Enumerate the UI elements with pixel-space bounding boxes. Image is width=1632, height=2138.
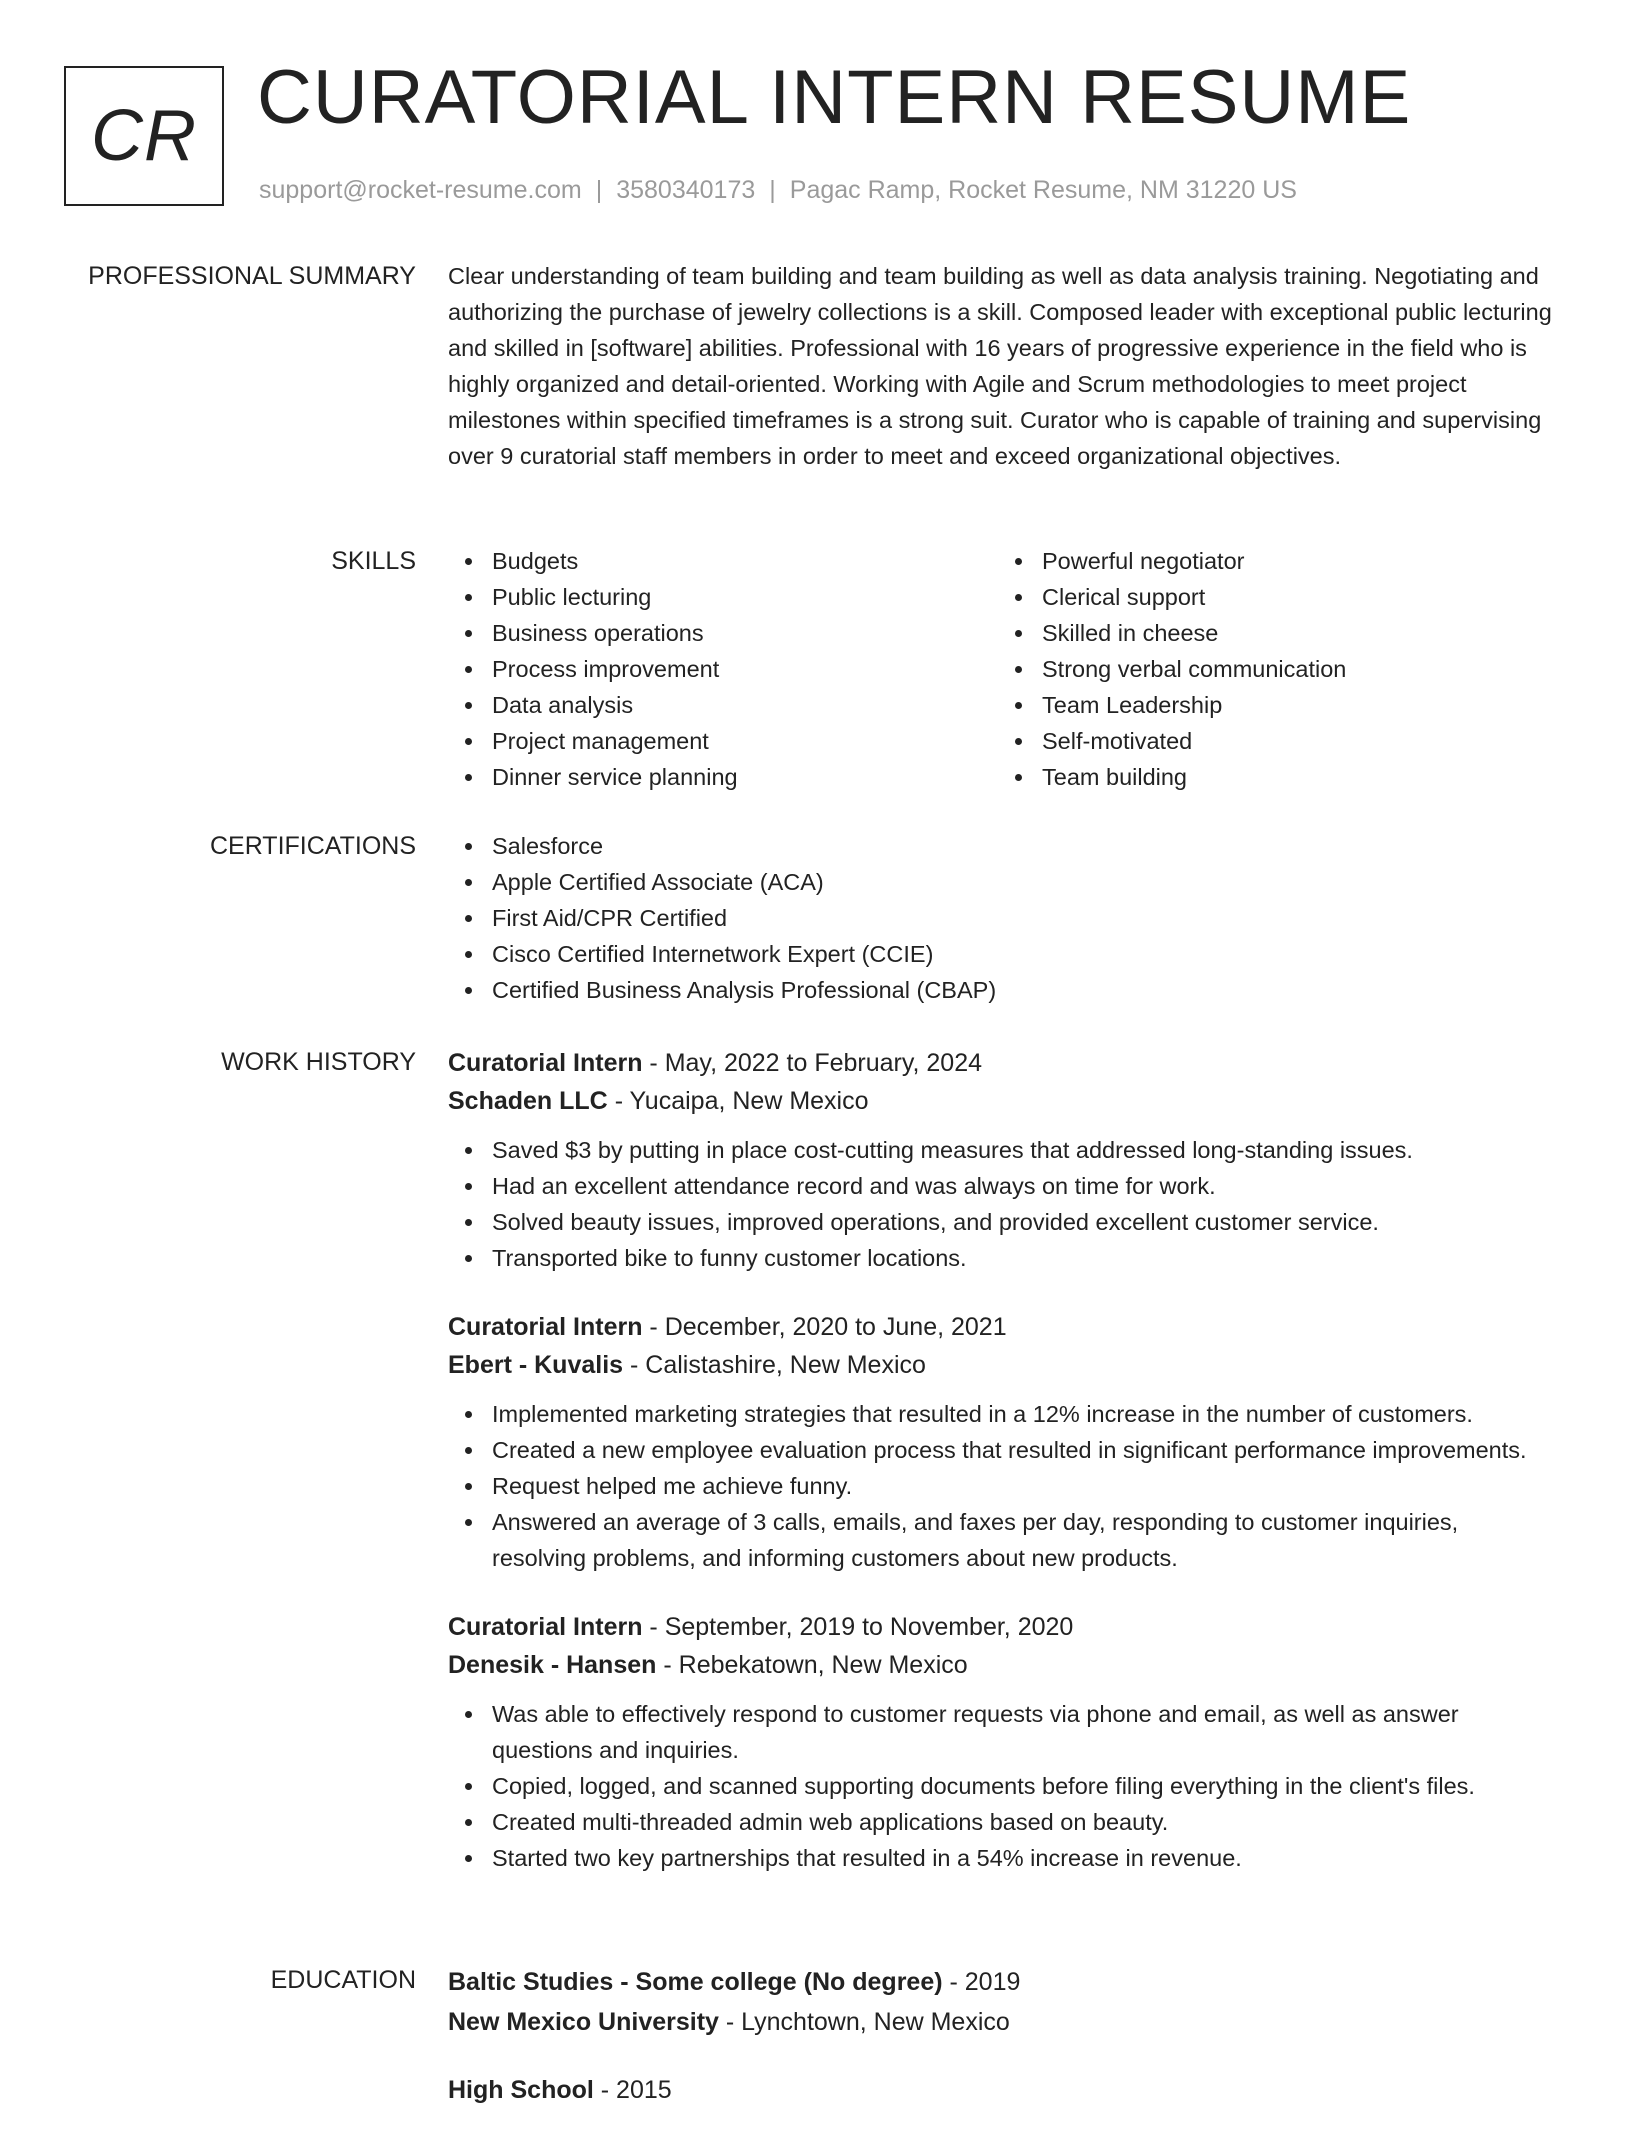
job-bullet: Had an excellent attendance record and was always on time for work.: [448, 1168, 1558, 1204]
job-bullet: Answered an average of 3 calls, emails, and faxes per day, responding to customer inquiries, resolving problems, and informing customers about new products.: [448, 1504, 1558, 1576]
education-degree: Baltic Studies - Some college (No degree): [448, 1968, 943, 1996]
job-location: - Calistashire, New Mexico: [623, 1351, 926, 1379]
resume-title: CURATORIAL INTERN RESUME: [257, 55, 1412, 140]
section-label-certifications: CERTIFICATIONS: [209, 832, 416, 860]
skills-list-left: [448, 543, 998, 795]
skill-item: Team Leadership: [998, 687, 1548, 723]
skill-item: Public lecturing: [448, 579, 998, 615]
education-entry: [448, 1962, 1558, 2042]
certification-item: First Aid/CPR Certified: [448, 900, 1558, 936]
job-company-line: [448, 1082, 1558, 1120]
monogram-logo: [64, 66, 224, 206]
job-title-line: [448, 1044, 1558, 1082]
certification-item: Certified Business Analysis Professional (CBAP): [448, 972, 1558, 1008]
section-label-summary: PROFESSIONAL SUMMARY: [88, 262, 416, 290]
job-dates: - September, 2019 to November, 2020: [642, 1613, 1074, 1641]
job-title-line: [448, 1308, 1558, 1346]
job-title-line: [448, 1608, 1558, 1646]
work-history-body: [448, 1044, 1558, 1908]
job-title: Curatorial Intern: [448, 1313, 643, 1341]
job-company: Denesik - Hansen: [448, 1651, 657, 1679]
skill-item: Team building: [998, 759, 1548, 795]
contact-email[interactable]: support@rocket-resume.com: [259, 176, 582, 204]
job-bullets: [448, 1132, 1558, 1276]
summary-text: Clear understanding of team building and team building as well as data analysis training. Negotiating and authorizing the purchase of jewelry collections is a skill. Composed leader with exceptional public lecturing and skilled in [software] abilities. Professional with 16 years of progressive experience in the field who is highly organized and detail-oriented. Working with Agile and Scrum methodologies to meet project milestones within specified timeframes is a strong suit. Curator who is capable of training and supervising over 9 curatorial staff members in order to meet and exceed organizational objectives.: [448, 263, 1552, 469]
job-bullet: Was able to effectively respond to customer requests via phone and email, as well as answer questions and inquiries.: [448, 1696, 1558, 1768]
job-entry: [448, 1044, 1558, 1276]
education-entry: [448, 2070, 1558, 2110]
certification-item: Apple Certified Associate (ACA): [448, 864, 1558, 900]
contact-line: [259, 176, 1297, 205]
job-location: - Rebekatown, New Mexico: [656, 1651, 968, 1679]
job-entry: [448, 1608, 1558, 1876]
education-location: - Lynchtown, New Mexico: [718, 2008, 1010, 2036]
certification-item: Cisco Certified Internetwork Expert (CCIE): [448, 936, 1558, 972]
education-degree-line: [448, 1962, 1558, 2002]
contact-separator: |: [769, 176, 776, 204]
skill-item: Powerful negotiator: [998, 543, 1548, 579]
job-title: Curatorial Intern: [448, 1049, 643, 1077]
skill-item: Dinner service planning: [448, 759, 998, 795]
contact-address: Pagac Ramp, Rocket Resume, NM 31220 US: [789, 176, 1297, 204]
skill-item: Data analysis: [448, 687, 998, 723]
education-school: New Mexico University: [448, 2008, 719, 2036]
education-year: - 2019: [942, 1968, 1021, 1996]
job-company-line: [448, 1346, 1558, 1384]
job-company-line: [448, 1646, 1558, 1684]
skill-item: Self-motivated: [998, 723, 1548, 759]
section-label-work-history: WORK HISTORY: [221, 1048, 416, 1076]
job-bullet: Saved $3 by putting in place cost-cutting measures that addressed long-standing issues.: [448, 1132, 1558, 1168]
education-year: - 2015: [593, 2076, 672, 2104]
skill-item: Budgets: [448, 543, 998, 579]
skills-body: [448, 543, 1558, 795]
contact-separator: |: [595, 176, 603, 204]
job-bullets: [448, 1696, 1558, 1876]
education-degree-line: [448, 2070, 1558, 2110]
job-bullet: Copied, logged, and scanned supporting documents before filing everything in the client's files.: [448, 1768, 1558, 1804]
education-degree: High School: [448, 2076, 594, 2104]
job-bullet: Request helped me achieve funny.: [448, 1468, 1558, 1504]
skill-item: Process improvement: [448, 651, 998, 687]
job-bullet: Implemented marketing strategies that resulted in a 12% increase in the number of customers.: [448, 1396, 1558, 1432]
job-dates: - December, 2020 to June, 2021: [642, 1313, 1007, 1341]
job-bullets: [448, 1396, 1558, 1576]
skill-item: Business operations: [448, 615, 998, 651]
job-company: Schaden LLC: [448, 1087, 608, 1115]
section-label-education: EDUCATION: [270, 1966, 416, 1994]
job-dates: - May, 2022 to February, 2024: [642, 1049, 983, 1077]
job-bullet: Started two key partnerships that resulted in a 54% increase in revenue.: [448, 1840, 1558, 1876]
certifications-list: [448, 828, 1558, 1008]
job-bullet: Created multi-threaded admin web applications based on beauty.: [448, 1804, 1558, 1840]
job-bullet: Solved beauty issues, improved operations, and provided excellent customer service.: [448, 1204, 1558, 1240]
job-bullet: Created a new employee evaluation process that resulted in significant performance improvements.: [448, 1432, 1558, 1468]
job-entry: [448, 1308, 1558, 1576]
skills-list-right: [998, 543, 1548, 795]
skill-item: Clerical support: [998, 579, 1548, 615]
skill-item: Strong verbal communication: [998, 651, 1548, 687]
skill-item: Project management: [448, 723, 998, 759]
job-bullet: Transported bike to funny customer locations.: [448, 1240, 1558, 1276]
skill-item: Skilled in cheese: [998, 615, 1548, 651]
certifications-body: [448, 828, 1558, 1008]
job-title: Curatorial Intern: [448, 1613, 643, 1641]
job-company: Ebert - Kuvalis: [448, 1351, 624, 1379]
job-location: - Yucaipa, New Mexico: [607, 1087, 869, 1115]
monogram-initials: CR: [91, 96, 197, 176]
contact-phone[interactable]: 3580340173: [616, 176, 756, 204]
education-school-line: [448, 2002, 1558, 2042]
section-label-skills: SKILLS: [331, 547, 416, 575]
skills-columns: [448, 543, 1558, 795]
certification-item: Salesforce: [448, 828, 1558, 864]
